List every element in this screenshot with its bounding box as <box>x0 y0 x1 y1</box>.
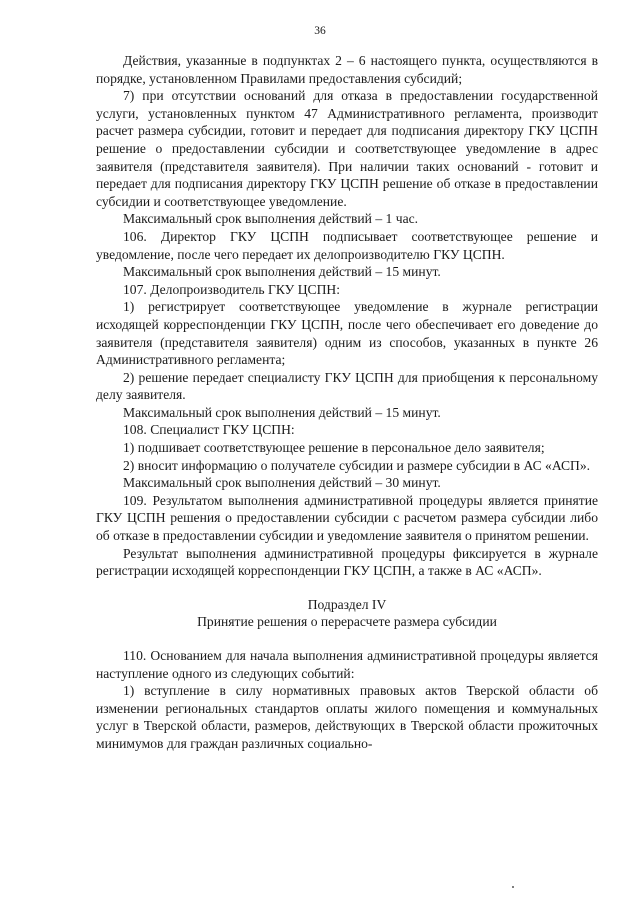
paragraph: 1) регистрирует соответствующее уведомление в журнале регистрации исходящей корреспонденции ГКУ ЦСПН, после чего обеспечивает его доведение до заявителя (представителя заявителя) одним из способов, указанных в пункте 26 Административного регламента; <box>96 299 598 368</box>
paragraph: 1) подшивает соответствующее решение в персональное дело заявителя; <box>123 440 545 456</box>
scan-speck <box>512 886 514 888</box>
paragraph: Результат выполнения административной процедуры фиксируется в журнале регистрации исходящей корреспонденции ГКУ ЦСПН, а также в АС «АСП». <box>96 545 598 579</box>
paragraph: 7) при отсутствии оснований для отказа в предоставлении государственной услуги, установленных пунктом 47 Административного регламента, производит расчет размера субсидии, готовит и передает для подписания директору ГКУ ЦСПН решение о предоставлении субсидии и соответствующее уведомление в адрес заявителя (представителя заявителя). При наличии таких оснований - готовит и передает для подписания директору ГКУ ЦСПН решение об отказе в предоставлении субсидии и соответствующее уведомление. <box>96 88 598 209</box>
paragraph: 2) вносит информацию о получателе субсидии и размере субсидии в АС «АСП». <box>123 457 591 473</box>
paragraph: Действия, указанные в подпунктах 2 – 6 настоящего пункта, осуществляются в порядке, установленном Правилами предоставления субсидий; <box>96 53 598 86</box>
paragraph: Максимальный срок выполнения действий – 15 минут. <box>123 404 441 420</box>
section-heading: Принятие решения о перерасчете размера субсидии <box>197 614 497 630</box>
section-heading: Подраздел IV <box>307 596 387 612</box>
paragraph: 2) решение передает специалисту ГКУ ЦСПН для приобщения к персональному делу заявителя. <box>96 369 598 403</box>
paragraph: 108. Специалист ГКУ ЦСПН: <box>123 422 295 438</box>
paragraph: 110. Основанием для начала выполнения административной процедуры является наступление одного из следующих событий: <box>96 648 598 681</box>
paragraph: Максимальный срок выполнения действий – 1 час. <box>123 211 419 227</box>
paragraph: Максимальный срок выполнения действий – 15 минут. <box>123 264 441 280</box>
paragraph: 109. Результатом выполнения административной процедуры является принятие ГКУ ЦСПН решения о предоставлении субсидии с расчетом размера субсидии либо об отказе в предоставлении субсидии и уведомление заявителя о принятом решении. <box>96 492 598 544</box>
paragraph: Максимальный срок выполнения действий – 30 минут. <box>123 475 441 491</box>
paragraph: 1) вступление в силу нормативных правовых актов Тверской области об изменении региональных стандартов оплаты жилого помещения и коммунальных услуг в Тверской области, размеров, действующих в Тверской области прожиточных минимумов для граждан различных социально- <box>96 683 598 751</box>
paragraph: 106. Директор ГКУ ЦСПН подписывает соответствующее решение и уведомление, после чего передает их делопроизводителю ГКУ ЦСПН. <box>96 228 598 262</box>
paragraph: 107. Делопроизводитель ГКУ ЦСПН: <box>123 281 341 297</box>
page-number: 36 <box>314 25 326 37</box>
document-body <box>96 52 598 753</box>
